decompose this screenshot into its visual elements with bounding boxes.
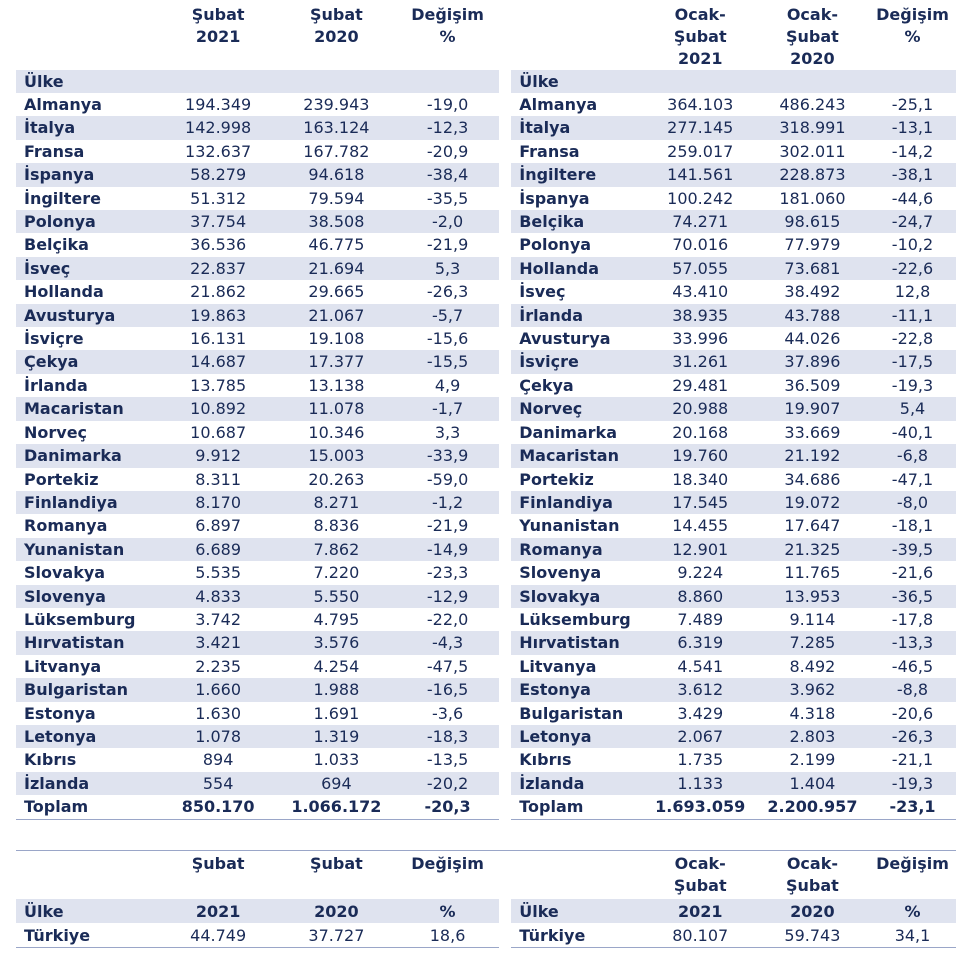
value-cell: -14,9: [396, 538, 499, 561]
value-cell: 17.647: [784, 516, 841, 536]
value-cell: 21.325: [756, 538, 869, 561]
country-name: Bulgaristan: [16, 678, 160, 701]
value-cell: -24,7: [869, 210, 956, 233]
value-cell: -15,6: [426, 329, 469, 349]
value-cell: 8.170: [160, 491, 277, 514]
value-cell: -33,9: [396, 444, 499, 467]
value-cell: 4.254: [313, 656, 360, 676]
country-name: Yunanistan: [519, 516, 620, 536]
value-cell: 3,3: [434, 422, 461, 442]
value-cell: -36,5: [869, 585, 956, 608]
value-cell: 1.033: [313, 750, 360, 770]
value-cell: 19.907: [756, 397, 869, 420]
country-name: Norveç: [24, 422, 88, 442]
value-cell: -15,5: [396, 350, 499, 373]
value-cell: 94.618: [277, 163, 396, 186]
table-row: [16, 491, 956, 514]
turkey-country-label-right: Ülke: [511, 899, 644, 923]
country-name: Finlandiya: [511, 491, 644, 514]
total-row: [16, 795, 956, 819]
value-cell: -13,5: [426, 750, 469, 770]
value-cell: -19,3: [869, 772, 956, 795]
country-name: Çekya: [16, 350, 160, 373]
country-name: Kıbrıs: [519, 750, 572, 770]
value-cell: 37.754: [160, 210, 277, 233]
country-name: İsviçre: [24, 329, 84, 349]
value-cell: 18.340: [672, 469, 729, 489]
value-cell: 98.615: [756, 210, 869, 233]
value-cell: 7.862: [277, 538, 396, 561]
turkey-table: Şubat Şubat Değişim Ocak- Şubat Ocak- Şubat Değişim Ülke 2021 2020 % Ülke 2021 2020 % Türkiye 44.749 37.727 18,6 Türkiye 80.107 59.743 34,1: [16, 850, 956, 948]
table-row: [16, 187, 956, 210]
value-cell: 43.410: [672, 282, 729, 302]
value-cell: 3.742: [195, 609, 242, 629]
country-column-header-left: Ülke: [16, 70, 160, 93]
country-name: Hollanda: [511, 257, 644, 280]
value-cell: -47,1: [891, 469, 934, 489]
country-name: İsveç: [519, 282, 566, 302]
value-cell: -22,6: [869, 257, 956, 280]
value-cell: -20,9: [426, 141, 469, 161]
value-cell: 74.271: [645, 210, 756, 233]
country-name: Yunanistan: [16, 538, 160, 561]
country-name: İspanya: [16, 163, 160, 186]
header-left-change: Değişim %: [411, 5, 484, 46]
value-cell: 1.133: [645, 772, 756, 795]
value-cell: 2.199: [789, 750, 836, 770]
table-row: [16, 327, 956, 350]
value-cell: 4.318: [789, 703, 836, 723]
value-cell: 11.078: [277, 397, 396, 420]
value-cell: 3.576: [277, 631, 396, 654]
country-name: Belçika: [24, 235, 89, 255]
table-row: [16, 538, 956, 561]
country-name: Letonya: [16, 725, 160, 748]
value-cell: 100.242: [667, 188, 734, 208]
country-name: Avusturya: [519, 329, 611, 349]
country-name: Litvanya: [24, 656, 102, 676]
country-name: Kıbrıs: [24, 750, 77, 770]
value-cell: 7.285: [756, 631, 869, 654]
country-name: Toplam: [511, 795, 644, 819]
main-table: [16, 0, 956, 820]
country-name: Polonya: [519, 235, 592, 255]
value-cell: -8,8: [869, 678, 956, 701]
value-cell: 6.319: [645, 631, 756, 654]
value-cell: -6,8: [869, 444, 956, 467]
value-cell: 8.271: [277, 491, 396, 514]
country-name: Estonya: [511, 678, 644, 701]
table-row: [16, 93, 956, 116]
value-cell: 694: [277, 772, 396, 795]
value-cell: 6.897: [195, 516, 242, 536]
value-cell: 1.319: [277, 725, 396, 748]
value-cell: 1.693.059: [645, 795, 756, 819]
value-cell: 554: [160, 772, 277, 795]
value-cell: 37.896: [756, 350, 869, 373]
country-name: İtalya: [16, 116, 160, 139]
value-cell: 163.124: [277, 116, 396, 139]
value-cell: 277.145: [645, 116, 756, 139]
value-cell: 20.168: [672, 422, 729, 442]
value-cell: 79.594: [308, 188, 365, 208]
country-name: İzlanda: [16, 772, 160, 795]
turkey-header-left-c2: Şubat: [277, 851, 396, 900]
turkey-row: Türkiye 44.749 37.727 18,6 Türkiye 80.107 59.743 34,1: [16, 923, 956, 948]
table-row: [16, 608, 956, 631]
value-cell: -20,3: [396, 795, 499, 819]
value-cell: 142.998: [160, 116, 277, 139]
value-cell: 4.795: [313, 609, 360, 629]
value-cell: 3.429: [677, 703, 724, 723]
country-name: Çekya: [519, 375, 574, 395]
value-cell: -20,2: [396, 772, 499, 795]
value-cell: 8.836: [313, 516, 360, 536]
country-name: Fransa: [519, 141, 580, 161]
country-name: İrlanda: [24, 375, 88, 395]
turkey-header-left-c1: Şubat: [160, 851, 277, 900]
country-name: İngiltere: [24, 188, 102, 208]
value-cell: 302.011: [779, 141, 846, 161]
country-name: Belçika: [511, 210, 644, 233]
value-cell: 181.060: [779, 188, 846, 208]
value-cell: 3.962: [756, 678, 869, 701]
value-cell: 20.988: [645, 397, 756, 420]
value-cell: 2.067: [645, 725, 756, 748]
turkey-header-right-c3: Değişim: [869, 851, 956, 900]
header-left-feb2020: Şubat 2020: [309, 5, 363, 46]
value-cell: -47,5: [426, 656, 469, 676]
table-row: [16, 116, 956, 139]
value-cell: 38.935: [645, 304, 756, 327]
value-cell: -22,8: [891, 329, 934, 349]
country-name: İspanya: [519, 188, 590, 208]
value-cell: 14.687: [160, 350, 277, 373]
country-name: İtalya: [511, 116, 644, 139]
turkey-header-right-c2: Ocak- Şubat: [756, 851, 869, 900]
value-cell: 46.775: [308, 235, 365, 255]
value-cell: -19,0: [426, 95, 469, 114]
value-cell: 34.686: [784, 469, 841, 489]
value-cell: 9.224: [677, 563, 724, 583]
value-cell: 13.953: [756, 585, 869, 608]
value-cell: 9.912: [160, 444, 277, 467]
country-name: Danimarka: [16, 444, 160, 467]
value-cell: 7.489: [677, 609, 724, 629]
country-name: Danimarka: [519, 422, 617, 442]
value-cell: -23,1: [869, 795, 956, 819]
value-cell: 239.943: [303, 95, 370, 114]
table-row: [16, 280, 956, 303]
value-cell: -13,1: [869, 116, 956, 139]
country-name: Slovakya: [24, 563, 106, 583]
country-name: Almanya: [24, 95, 102, 114]
turkey-header-right-c1: Ocak- Şubat: [645, 851, 756, 900]
value-cell: 228.873: [756, 163, 869, 186]
value-cell: -23,3: [426, 563, 469, 583]
value-cell: 4,9: [434, 375, 461, 395]
country-name: Finlandiya: [16, 491, 160, 514]
value-cell: 21.192: [756, 444, 869, 467]
value-cell: 11.765: [784, 563, 841, 583]
value-cell: 1.691: [313, 703, 360, 723]
value-cell: -20,6: [891, 703, 934, 723]
value-cell: -10,2: [891, 235, 934, 255]
value-cell: 20.263: [308, 469, 365, 489]
value-cell: -38,4: [396, 163, 499, 186]
value-cell: 21.067: [277, 304, 396, 327]
value-cell: 5,4: [869, 397, 956, 420]
value-cell: -4,3: [396, 631, 499, 654]
value-cell: -40,1: [891, 422, 934, 442]
country-name: Letonya: [511, 725, 644, 748]
country-name: Bulgaristan: [519, 703, 624, 723]
value-cell: 1.066.172: [277, 795, 396, 819]
value-cell: 1.988: [277, 678, 396, 701]
country-column-header-right: Ülke: [511, 70, 644, 93]
value-cell: -12,3: [396, 116, 499, 139]
country-name: Hırvatistan: [16, 631, 160, 654]
value-cell: 13.785: [190, 375, 247, 395]
table-row: [16, 748, 956, 771]
value-cell: -12,9: [396, 585, 499, 608]
country-name: Macaristan: [511, 444, 644, 467]
value-cell: -21,6: [891, 563, 934, 583]
table-row: [16, 304, 956, 327]
value-cell: -16,5: [396, 678, 499, 701]
country-name: Hırvatistan: [511, 631, 644, 654]
value-cell: 7.220: [313, 563, 360, 583]
header-left-feb2021: Şubat 2021: [191, 5, 245, 46]
value-cell: 14.455: [672, 516, 729, 536]
value-cell: -18,1: [891, 516, 934, 536]
value-cell: -13,3: [869, 631, 956, 654]
value-cell: 77.979: [784, 235, 841, 255]
country-name: Romanya: [24, 516, 108, 536]
value-cell: 36.536: [190, 235, 247, 255]
value-cell: 194.349: [185, 95, 252, 114]
value-cell: -21,9: [426, 516, 469, 536]
data-rows: [16, 93, 956, 819]
value-cell: 73.681: [756, 257, 869, 280]
value-cell: 1.735: [677, 750, 724, 770]
table-row: [16, 655, 956, 678]
value-cell: -22,0: [426, 609, 469, 629]
value-cell: 364.103: [667, 95, 734, 114]
value-cell: 10.346: [308, 422, 365, 442]
value-cell: 21.694: [277, 257, 396, 280]
value-cell: -46,5: [891, 656, 934, 676]
value-cell: 43.788: [756, 304, 869, 327]
value-cell: 58.279: [160, 163, 277, 186]
country-name: Lüksemburg: [519, 609, 631, 629]
value-cell: -21,1: [891, 750, 934, 770]
header-right-janfeb2021: Ocak- Şubat 2021: [673, 5, 727, 68]
value-cell: -18,3: [396, 725, 499, 748]
country-name: İzlanda: [511, 772, 644, 795]
value-cell: 19.863: [160, 304, 277, 327]
value-cell: -35,5: [426, 188, 469, 208]
value-cell: 51.312: [190, 188, 247, 208]
value-cell: 10.892: [160, 397, 277, 420]
value-cell: 70.016: [672, 235, 729, 255]
value-cell: 894: [202, 750, 234, 770]
country-name: Almanya: [519, 95, 598, 114]
value-cell: 486.243: [779, 95, 846, 114]
value-cell: 17.545: [645, 491, 756, 514]
value-cell: 141.561: [645, 163, 756, 186]
value-cell: 850.170: [160, 795, 277, 819]
table-row: [16, 140, 956, 163]
country-name: Hollanda: [24, 282, 104, 302]
value-cell: 16.131: [190, 329, 247, 349]
table-row: [16, 678, 956, 701]
turkey-header-left-c3: Değişim: [396, 851, 499, 900]
country-name: İsviçre: [511, 350, 644, 373]
value-cell: 10.687: [190, 422, 247, 442]
value-cell: -8,0: [869, 491, 956, 514]
value-cell: 38.492: [784, 282, 841, 302]
value-cell: -17,5: [869, 350, 956, 373]
country-name: Toplam: [16, 795, 160, 819]
value-cell: -1,2: [396, 491, 499, 514]
country-name: Avusturya: [16, 304, 160, 327]
value-cell: 2.200.957: [756, 795, 869, 819]
country-name: Polonya: [16, 210, 160, 233]
value-cell: 1.630: [195, 703, 242, 723]
value-cell: 1.404: [756, 772, 869, 795]
value-cell: 3.612: [645, 678, 756, 701]
value-cell: 167.782: [303, 141, 370, 161]
value-cell: -3,6: [431, 703, 464, 723]
value-cell: 33.996: [672, 329, 729, 349]
country-name: Macaristan: [16, 397, 160, 420]
value-cell: 1.078: [160, 725, 277, 748]
value-cell: -17,8: [891, 609, 934, 629]
value-cell: 2.235: [195, 656, 242, 676]
value-cell: 4.833: [160, 585, 277, 608]
country-name: Slovenya: [519, 563, 602, 583]
value-cell: 36.509: [784, 375, 841, 395]
value-cell: -11,1: [869, 304, 956, 327]
table-row: [16, 374, 956, 397]
country-name: Norveç: [511, 397, 644, 420]
value-cell: -14,2: [891, 141, 934, 161]
country-name: Portekiz: [24, 469, 99, 489]
table-row: [16, 350, 956, 373]
value-cell: 9.114: [789, 609, 836, 629]
value-cell: 19.072: [756, 491, 869, 514]
table-row: [16, 514, 956, 537]
table-row: [16, 163, 956, 186]
value-cell: -26,3: [869, 725, 956, 748]
value-cell: -26,3: [426, 282, 469, 302]
value-cell: 33.669: [784, 422, 841, 442]
table-row: [16, 210, 956, 233]
country-name: İrlanda: [511, 304, 644, 327]
header-right-janfeb2020: Ocak- Şubat 2020: [786, 5, 839, 68]
value-cell: 19.108: [308, 329, 365, 349]
value-cell: -5,7: [396, 304, 499, 327]
country-name: İngiltere: [511, 163, 644, 186]
value-cell: 8.492: [789, 656, 836, 676]
table-row: [16, 702, 956, 725]
value-cell: -2,0: [396, 210, 499, 233]
table-row: [16, 585, 956, 608]
header-right-change: Değişim %: [876, 5, 949, 46]
value-cell: -39,5: [869, 538, 956, 561]
value-cell: 8.311: [195, 469, 242, 489]
value-cell: 12.901: [645, 538, 756, 561]
table-row: [16, 468, 956, 491]
country-name: Slovakya: [511, 585, 644, 608]
table-row: [16, 631, 956, 654]
country-name: Slovenya: [16, 585, 160, 608]
value-cell: 57.055: [645, 257, 756, 280]
value-cell: 22.837: [160, 257, 277, 280]
value-cell: 8.860: [645, 585, 756, 608]
value-cell: 318.991: [756, 116, 869, 139]
value-cell: 1.660: [160, 678, 277, 701]
country-name: Romanya: [511, 538, 644, 561]
value-cell: 38.508: [277, 210, 396, 233]
value-cell: -59,0: [426, 469, 469, 489]
value-cell: 17.377: [277, 350, 396, 373]
value-cell: 2.803: [756, 725, 869, 748]
table-row: [16, 233, 956, 256]
value-cell: -38,1: [869, 163, 956, 186]
value-cell: 29.481: [672, 375, 729, 395]
value-cell: -25,1: [891, 95, 934, 114]
country-name: Lüksemburg: [24, 609, 136, 629]
value-cell: 29.665: [308, 282, 365, 302]
value-cell: 259.017: [667, 141, 734, 161]
table-row: [16, 725, 956, 748]
value-cell: 44.026: [784, 329, 841, 349]
country-name: Portekiz: [519, 469, 594, 489]
table-row: [16, 561, 956, 584]
table-row: [16, 772, 956, 795]
value-cell: 19.760: [645, 444, 756, 467]
country-name: Fransa: [24, 141, 85, 161]
turkey-country-label-left: Ülke: [16, 899, 160, 923]
value-cell: 13.138: [308, 375, 365, 395]
value-cell: 12,8: [894, 282, 931, 302]
value-cell: 132.637: [185, 141, 252, 161]
value-cell: 5.535: [195, 563, 242, 583]
value-cell: 5,3: [396, 257, 499, 280]
table-row: [16, 257, 956, 280]
value-cell: -1,7: [396, 397, 499, 420]
country-name: Litvanya: [519, 656, 597, 676]
value-cell: 4.541: [677, 656, 724, 676]
value-cell: 21.862: [190, 282, 247, 302]
value-cell: 6.689: [160, 538, 277, 561]
value-cell: -19,3: [891, 375, 934, 395]
table-row: [16, 421, 956, 444]
value-cell: -44,6: [891, 188, 934, 208]
value-cell: 31.261: [645, 350, 756, 373]
value-cell: 3.421: [160, 631, 277, 654]
country-name: İsveç: [16, 257, 160, 280]
table-row: [16, 444, 956, 467]
value-cell: 15.003: [277, 444, 396, 467]
value-cell: 5.550: [277, 585, 396, 608]
table-row: [16, 397, 956, 420]
value-cell: -21,9: [426, 235, 469, 255]
country-name: Estonya: [24, 703, 96, 723]
